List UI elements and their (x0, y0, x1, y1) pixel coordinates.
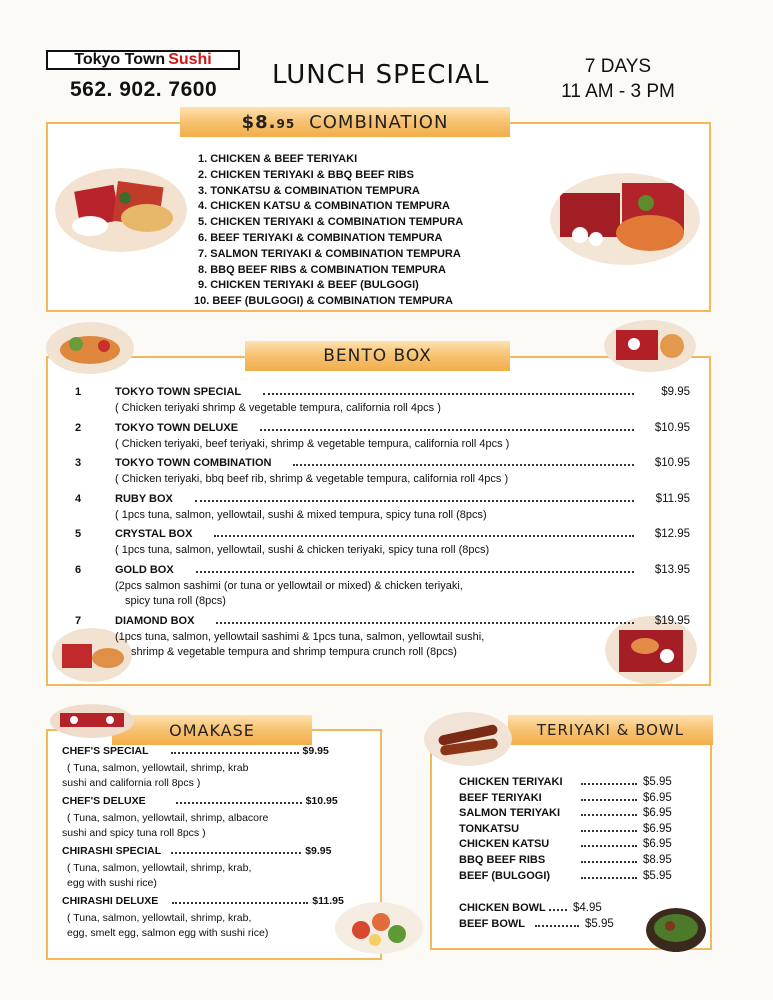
logo-text: Tokyo Town (74, 51, 166, 68)
item-name: TOKYO TOWN DELUXE (115, 421, 239, 434)
list-item (62, 845, 362, 891)
leader-dots (535, 924, 579, 927)
list-item (75, 457, 690, 488)
logo-text-sushi: Sushi (168, 51, 212, 68)
item-name: CHICKEN KATSU (459, 838, 550, 851)
list-item: 6. BEEF TERIYAKI & COMBINATION TEMPURA (198, 231, 443, 244)
leader-dots (176, 801, 302, 804)
item-description: ( Tuna, salmon, yellowtail, shrimp, krab, egg, smelt egg, salmon egg with sushi rice) (67, 912, 269, 939)
page-title: LUNCH SPECIAL (272, 60, 490, 90)
leader-dots (171, 751, 299, 754)
leader-dots (216, 621, 634, 624)
list-item (459, 838, 672, 854)
list-item: 2. CHICKEN TERIYAKI & BBQ BEEF RIBS (198, 168, 414, 181)
list-item (459, 870, 672, 886)
days-label: 7 DAYS (584, 56, 652, 77)
item-price: $9.95 (661, 386, 690, 398)
item-price: $4.95 (573, 902, 602, 914)
food-photo-left (55, 168, 187, 252)
bento-header: BENTO BOX (245, 341, 510, 371)
item-name: BBQ BEEF RIBS (459, 853, 546, 866)
item-description: ( 1pcs tuna, salmon, yellowtail, sushi & chicken teriyaki, spicy tuna roll (8pcs) (115, 544, 490, 556)
combination-header (180, 107, 510, 137)
leader-dots (581, 844, 637, 847)
food-photo-omakase (50, 704, 134, 738)
item-description: ( Chicken teriyaki, beef teriyaki, shrimp & vegetable tempura, california roll 4pcs ) (115, 437, 510, 450)
leader-dots (171, 851, 301, 854)
item-name: CRYSTAL BOX (115, 528, 193, 540)
item-price: $9.95 (302, 745, 329, 757)
item-price: $10.95 (305, 795, 338, 807)
leader-dots (293, 463, 634, 466)
leader-dots (196, 570, 634, 573)
item-price: $8.95 (643, 853, 672, 866)
list-item (75, 564, 690, 610)
food-photo-right (550, 173, 700, 265)
leader-dots (581, 860, 637, 863)
bowl-list (459, 902, 614, 934)
item-number: 4 (75, 492, 82, 505)
item-number: 3 (75, 457, 82, 469)
leader-dots (581, 798, 637, 801)
combination-list (194, 152, 464, 310)
item-name: GOLD BOX (115, 563, 174, 576)
bento-list (75, 386, 690, 666)
item-description: (1pcs tuna, salmon, yellowtail sashimi & 1pcs tuna, salmon, yellowtail sushi, (115, 630, 485, 643)
item-price: $5.95 (643, 869, 672, 882)
list-item: 9. CHICKEN TERIYAKI & BEEF (BULGOGI) (198, 279, 419, 292)
item-price: $6.95 (643, 822, 672, 835)
omakase-list (62, 745, 362, 945)
list-item (75, 422, 690, 453)
list-item: 3. TONKATSU & COMBINATION TEMPURA (198, 184, 420, 197)
leader-dots (581, 829, 637, 832)
food-photo-teriyaki (424, 712, 512, 766)
list-item: 1. CHICKEN & BEEF TERIYAKI (198, 153, 358, 165)
teriyaki-header: TERIYAKI & BOWL (508, 715, 713, 745)
list-item (75, 615, 690, 661)
list-item (75, 493, 690, 524)
item-name: DIAMOND BOX (115, 614, 195, 627)
list-item (459, 823, 672, 839)
item-name: CHEF'S SPECIAL (62, 745, 149, 757)
list-item: 10. BEEF (BULGOGI) & COMBINATION TEMPURA (194, 295, 453, 308)
item-description: ( Tuna, salmon, yellowtail, shrimp, krab, egg with sushi rice) (67, 862, 252, 889)
item-description-cont: shrimp & vegetable tempura and shrimp tempura crunch roll (8pcs) (131, 646, 457, 658)
leader-dots (260, 428, 634, 431)
item-name: CHIRASHI DELUXE (62, 895, 159, 907)
item-price: $6.95 (643, 791, 672, 804)
item-price: $9.95 (305, 845, 332, 857)
item-price: $5.95 (643, 776, 672, 788)
food-photo-bento-tr (604, 320, 696, 372)
item-number: 6 (75, 563, 82, 576)
item-number: 2 (75, 421, 82, 434)
item-description-cont: spicy tuna roll (8pcs) (125, 595, 226, 607)
item-price: $5.95 (585, 918, 614, 930)
hours-label: 11 AM - 3 PM (561, 81, 675, 102)
list-item (459, 918, 614, 934)
leader-dots (214, 534, 634, 537)
item-price: $11.95 (312, 895, 344, 907)
list-item (459, 902, 614, 918)
item-price: $13.95 (654, 563, 690, 576)
list-item (459, 807, 672, 823)
item-name: CHICKEN BOWL (459, 902, 546, 914)
leader-dots (195, 499, 634, 502)
item-name: TONKATSU (459, 822, 520, 835)
item-number: 7 (75, 614, 82, 627)
restaurant-logo (46, 50, 240, 70)
item-description: (2pcs salmon sashimi (or tuna or yellowtail or mixed) & chicken teriyaki, (115, 579, 463, 592)
item-number: 5 (75, 528, 82, 540)
food-photo-bowl (646, 908, 706, 952)
item-description: ( 1pcs tuna, salmon, yellowtail, sushi & mixed tempura, spicy tuna roll (8pcs) (115, 508, 487, 521)
item-price: $6.95 (643, 807, 672, 820)
teriyaki-list (459, 776, 672, 885)
phone-number[interactable]: 562. 902. 7600 (70, 78, 218, 101)
list-item (62, 795, 362, 841)
item-price: $11.95 (655, 492, 690, 505)
leader-dots (549, 908, 567, 911)
item-name: CHEF'S DELUXE (62, 795, 146, 807)
item-name: BEEF (BULGOGI) (459, 869, 551, 882)
item-name: TOKYO TOWN SPECIAL (115, 386, 242, 398)
item-name: RUBY BOX (115, 492, 173, 505)
list-item: 7. SALMON TERIYAKI & COMBINATION TEMPURA (198, 247, 461, 260)
leader-dots (581, 876, 637, 879)
leader-dots (263, 392, 634, 395)
list-item (459, 776, 672, 792)
item-description: ( Tuna, salmon, yellowtail, shrimp, krab sushi and california roll 8pcs ) (62, 762, 249, 789)
list-item: 5. CHICKEN TERIYAKI & COMBINATION TEMPURA (198, 216, 464, 229)
hours-block (548, 54, 688, 104)
item-name: TOKYO TOWN COMBINATION (115, 457, 272, 469)
item-price: $10.95 (654, 421, 690, 434)
list-item (459, 792, 672, 808)
item-description: ( Chicken teriyaki, bbq beef rib, shrimp & vegetable tempura, california roll 4pcs ) (115, 473, 509, 485)
list-item (62, 745, 362, 791)
omakase-header: OMAKASE (112, 715, 312, 745)
food-photo-bento-tl (46, 322, 134, 374)
item-name: CHICKEN TERIYAKI (459, 776, 563, 788)
item-name: CHIRASHI SPECIAL (62, 845, 162, 857)
leader-dots (581, 782, 637, 785)
combination-label: COMBINATION (309, 111, 449, 133)
item-price: $10.95 (654, 457, 690, 469)
list-item: 8. BBQ BEEF RIBS & COMBINATION TEMPURA (198, 263, 446, 276)
leader-dots (172, 901, 308, 904)
item-price: $19.95 (654, 614, 690, 627)
item-name: BEEF TERIYAKI (459, 791, 542, 804)
item-number: 1 (75, 386, 82, 398)
list-item (62, 895, 362, 941)
combination-price: $8.95 (241, 111, 296, 133)
item-description: ( Chicken teriyaki shrimp & vegetable tempura, california roll 4pcs ) (115, 402, 441, 414)
list-item: 4. CHICKEN KATSU & COMBINATION TEMPURA (198, 200, 450, 213)
item-name: BEEF BOWL (459, 918, 525, 930)
item-name: SALMON TERIYAKI (459, 807, 561, 820)
leader-dots (581, 813, 637, 816)
list-item (459, 854, 672, 870)
list-item (75, 386, 690, 417)
item-price: $12.95 (654, 528, 690, 540)
item-description: ( Tuna, salmon, yellowtail, shrimp, albacore sushi and spicy tuna roll 8pcs ) (62, 812, 269, 839)
item-price: $6.95 (643, 838, 672, 851)
list-item (75, 528, 690, 559)
